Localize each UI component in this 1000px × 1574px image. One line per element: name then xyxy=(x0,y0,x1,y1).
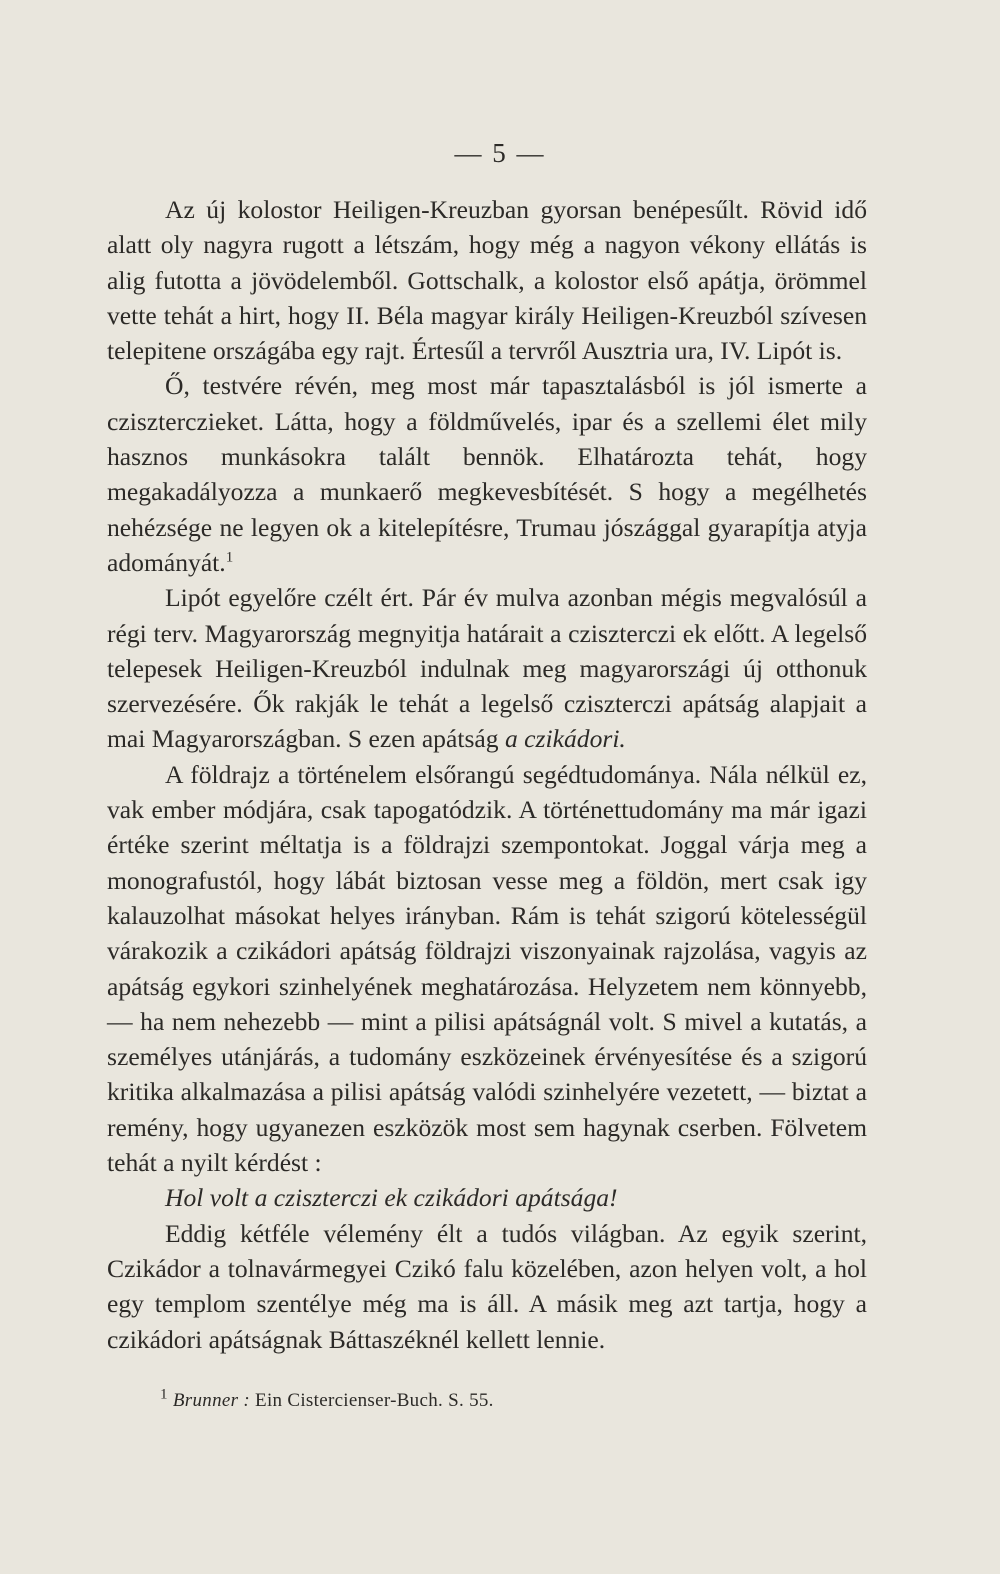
paragraph-2 xyxy=(107,368,867,580)
paragraph-3-text: Lipót egyelőre czélt ért. Pár év mulva azonban mégis megvalósúl a régi terv. Magyarország megnyitja határait a cziszterczi ek előtt. A legelső telepesek Heiligen-Kreuzból indulnak meg magyarországi új otthonuk szervezésére. Ők rakják le tehát a legelső cziszterczi apátság alapjait a mai Magyarországban. S ezen apátság xyxy=(107,583,867,754)
footnote-author: Brunner : xyxy=(172,1390,250,1411)
paragraph-1: Az új kolostor Heiligen-Kreuzban gyorsan benépesűlt. Rövid idő alatt oly nagyra rugott a létszám, hogy még a nagyon vékony ellátás is alig futotta a jövödelemből. Gottschalk, a kolostor első apátja, örömmel vette tehát a hirt, hogy II. Béla magyar király Heiligen-Kreuzból szívesen telepitene országába egy rajt. Értesűl a tervről Ausztria ura, IV. Lipót is. xyxy=(107,195,867,366)
page-number: — 5 — xyxy=(454,138,546,168)
paragraph-6: Eddig kétféle vélemény élt a tudós világban. Az egyik szerint, Czikádor a tolnavármegyei Czikó falu közelében, azon helyen volt, a hol egy templom szentélye még ma is áll. A másik meg azt tartja, hogy a czikádori apátságnak Báttaszéknél kellett lennie. xyxy=(107,1218,867,1354)
footnote-reference: 1 xyxy=(225,549,234,566)
paragraph-3-italic: a czikádori. xyxy=(504,724,626,754)
paragraph-2-text: Ő, testvére révén, meg most már tapasztalásból is jól ismerte a cziszterczieket. Látta, hogy a földművelés, ipar és a szellemi élet mily hasznos munkásokra talált bennök. Elhatározta tehát, hogy megakadályozza a munkaerő megkevesbítését. S hogy a megélhetés nehézsége ne legyen ok a kitelepítésre, Trumau jószággal gyarapítja atyja adományát. xyxy=(107,371,867,577)
footnote xyxy=(160,1388,494,1414)
footnote-mark: 1 xyxy=(160,1386,168,1403)
paragraph-3 xyxy=(107,580,867,756)
footnote-text: Ein Cistercienser-Buch. S. 55. xyxy=(255,1390,494,1411)
body-text xyxy=(107,192,867,1357)
question-line: Hol volt a cziszterczi ek czikádori apátsága! xyxy=(165,1183,618,1213)
paragraph-4: A földrajz a történelem elsőrangú segédtudománya. Nála nélkül ez, vak ember módjára, csak tapogatódzik. A történettudomány ma már igazi értéke szerint méltatja is a földrajzi szempontokat. Joggal várja meg a monografustól, hogy lábát biztosan vesse meg a földön, mert csak igy kalauzolhat másokat helyes irányban. Rám is tehát szigorú kötelességül várakozik a czikádori apátság földrajzi viszonyainak rajzolása, vagyis az apátság egykori szinhelyének meghatározása. Helyzetem nem könnyebb, — ha nem nehezebb — mint a pilisi apátságnál volt. S mivel a kutatás, a személyes utánjárás, a tudomány eszközeinek érvényesítése és a szigorú kritika alkalmazása a pilisi apátság valódi szinhelyére vezetett, — biztat a remény, hogy ugyanezen eszközök most sem hagynak cserben. Fölvetem tehát a nyilt kérdést : xyxy=(107,759,867,1178)
